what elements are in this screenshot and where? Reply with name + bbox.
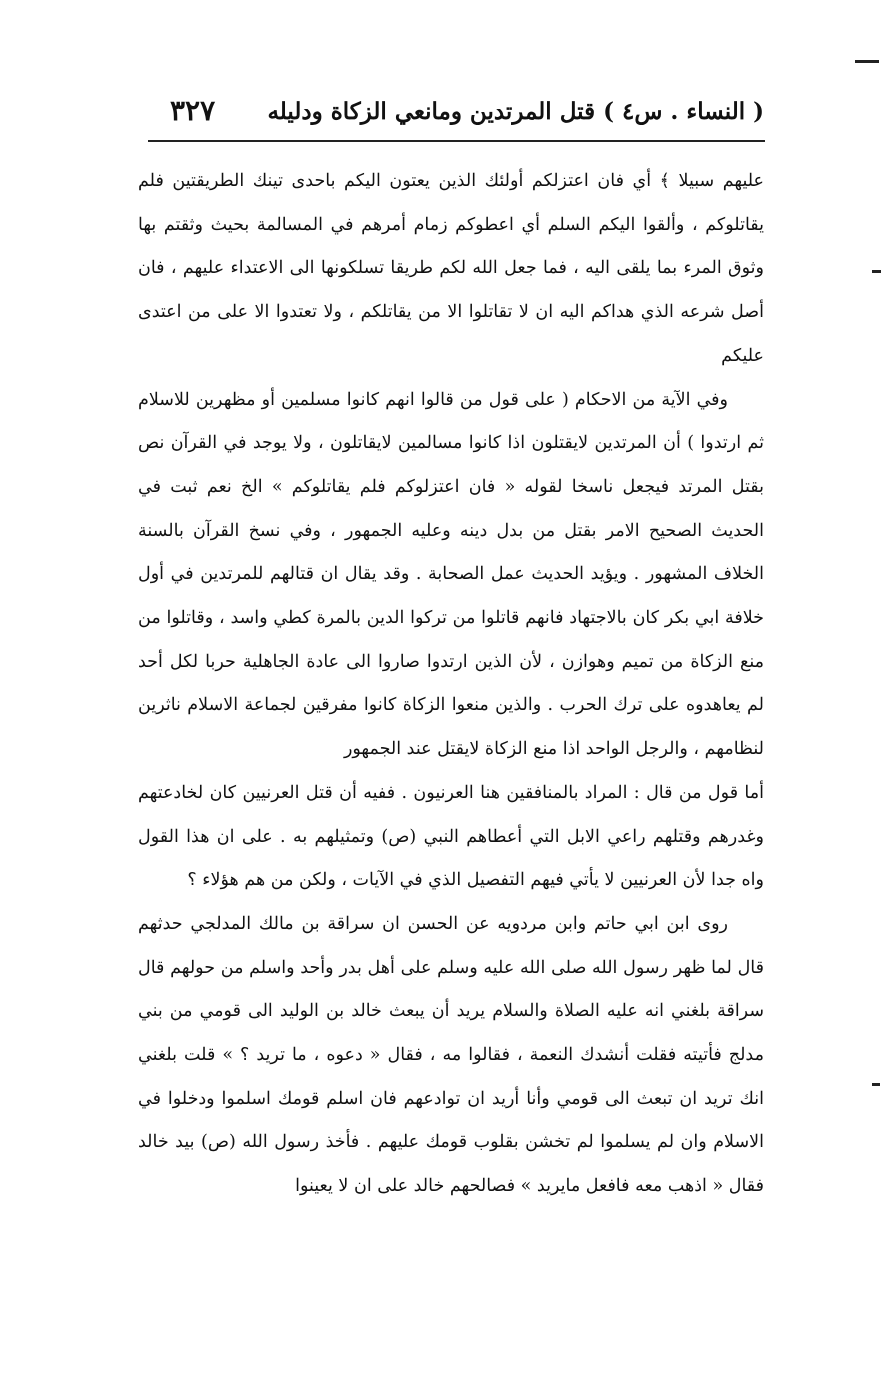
paragraph: أما قول من قال : المراد بالمنافقين هنا العرنيون . ففيه أن قتل العرنيين كان لخادعتهم وغدرهم وقتلهم راعي الابل التي أعطاهم النبي (ص) وتمثيلهم به . على ان هذا القول واه جدا لأن العرنيين لا يأتي فيهم التفصيل الذي في الآيات ، ولكن من هم هؤلاء ؟ xyxy=(138,782,764,891)
body-text xyxy=(138,160,764,1209)
running-title: ( النساء . س٤ ) قتل المرتدين ومانعي الزكاة ودليله xyxy=(267,98,764,125)
paragraph: وفي الآية من الاحكام ( على قول من قالوا انهم كانوا مسلمين أو مظهرين للاسلام ثم ارتدوا ) أن المرتدين لايقتلون اذا كانوا مسالمين لايقاتلون ، ولا يوجد في القرآن نص بقتل المرتد فيجعل ناسخا لقوله « فان اعتزلوكم فلم يقاتلوكم » الخ نعم ثبت في الحديث الصحيح الامر بقتل من بدل دينه وعليه الجمهور ، وفي نسخ القرآن بالسنة الخلاف المشهور . ويؤيد الحديث عمل الصحابة . وقد يقال ان قتالهم للمرتدين في أول خلافة ابي بكر كان بالاجتهاد فانهم قاتلوا من تركوا الدين بالمرة كطي واسد ، وقاتلوا من منع الزكاة من تميم وهوازن ، لأن الذين ارتدوا صاروا الى عادة الجاهلية حربا لكل أحد لم يعاهدوه على ترك الحرب . والذين منعوا الزكاة كانوا مفرقين لجماعة الاسلام ناثرين لنظامهم ، والرجل الواحد اذا منع الزكاة لايقتل عند الجمهور xyxy=(138,389,764,760)
scan-edge-mark xyxy=(872,270,881,273)
paragraph: روى ابن ابي حاتم وابن مردويه عن الحسن ان سراقة بن مالك المدلجي حدثهم قال لما ظهر رسول الله صلى الله عليه وسلم على أهل بدر وأحد واسلم من حولهم قال سراقة بلغني انه عليه الصلاة والسلام يريد أن يبعث خالد بن الوليد الى قومي من بني مدلج فأتيته فقلت أنشدك النعمة ، فقالوا مه ، فقال « دعوه ، ما تريد ؟ » قلت بلغني انك تريد ان تبعث الى قومي وأنا أريد ان توادعهم فان اسلم قومك اسلموا ودخلوا في الاسلام وان لم يسلموا لم تخشن بقلوب قومك عليهم . فأخذ رسول الله (ص) بيد خالد فقال « اذهب معه فافعل مايريد » فصالحهم خالد على ان لا يعينوا xyxy=(138,913,764,1197)
header-rule xyxy=(148,140,765,142)
paragraph: عليهم سبيلا ﴾ أي فان اعتزلكم أولئك الذين يعتون اليكم باحدى تينك الطريقتين فلم يقاتلوكم ، وألقوا اليكم السلم أي اعطوكم زمام أمرهم في المسالمة بحيث وثقتم بها وثوق المرء بما يلقى اليه ، فما جعل الله لكم طريقا تسلكونها الى الاعتداء عليهم ، فان أصل شرعه الذي هداكم اليه ان لا تقاتلوا الا من يقاتلكم ، ولا تعتدوا الا على من اعتدى عليكم xyxy=(138,171,764,366)
scan-edge-mark xyxy=(872,1083,880,1086)
scan-edge-mark xyxy=(855,60,879,63)
page-header xyxy=(140,92,780,138)
page-number: ٣٢٧ xyxy=(170,94,216,127)
